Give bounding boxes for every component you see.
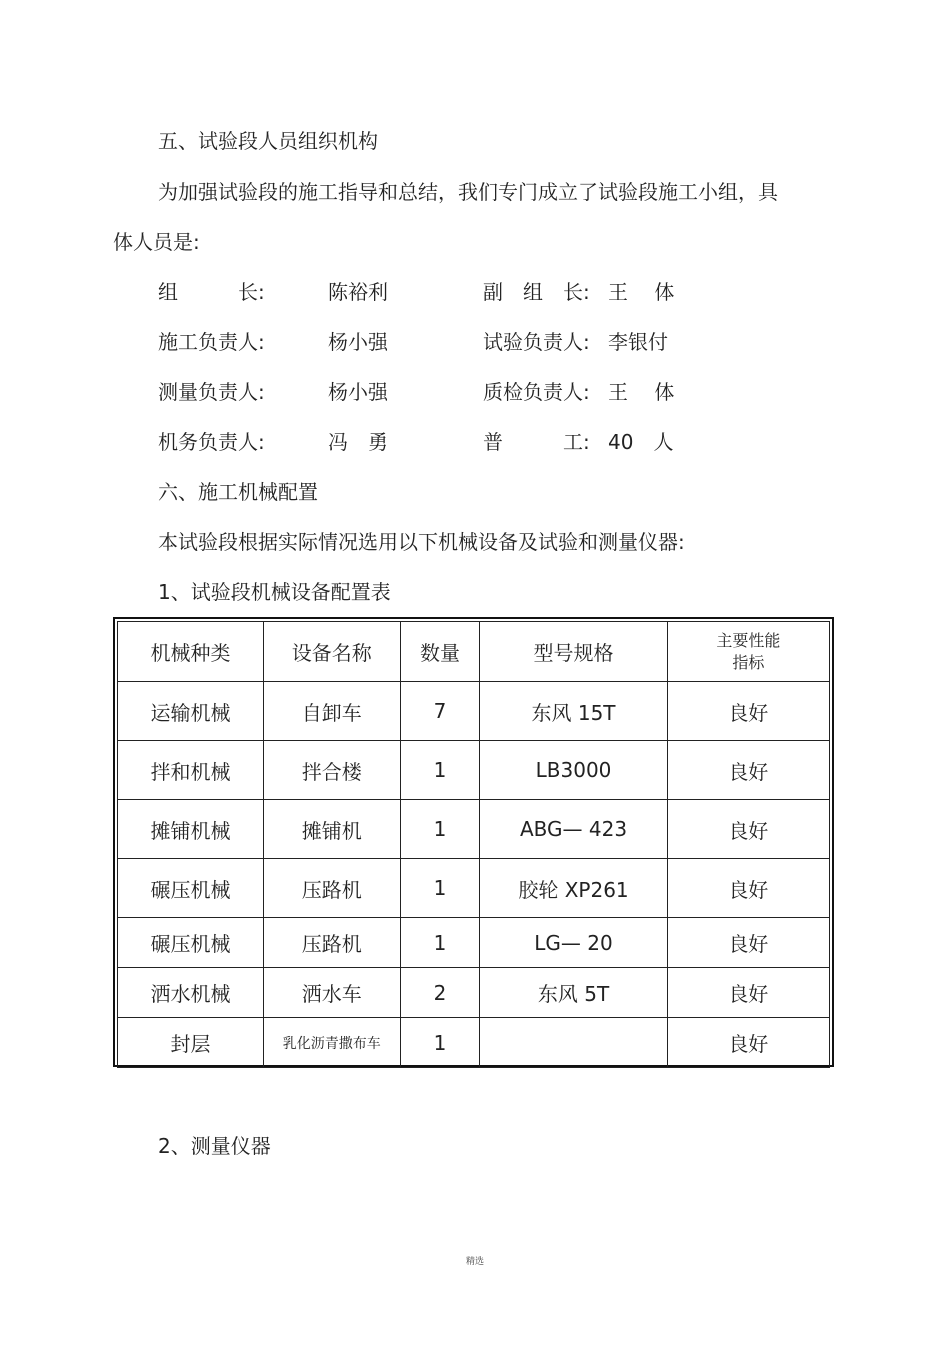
- table-cell: 碾压机械: [118, 859, 264, 918]
- header-cell: 机械种类: [118, 622, 264, 682]
- staff-role: 机务负责人:: [158, 430, 265, 454]
- table-row: [118, 918, 830, 968]
- table-cell: 良好: [667, 682, 829, 741]
- table-cell: 1: [400, 1018, 480, 1068]
- staff-row: [158, 428, 778, 478]
- staff-role: 测量负责人:: [158, 380, 265, 404]
- staff-list: [158, 278, 778, 478]
- table-header-row: [118, 622, 830, 682]
- table-cell: 摊铺机械: [118, 800, 264, 859]
- staff-name: 冯 勇: [328, 430, 388, 454]
- staff-name: 王 体: [608, 280, 675, 304]
- table-cell: 1: [400, 741, 480, 800]
- table-cell: 摊铺机: [263, 800, 400, 859]
- staff-role: 普 工:: [483, 430, 590, 454]
- header-cell: 设备名称: [263, 622, 400, 682]
- staff-role: 质检负责人:: [483, 380, 590, 404]
- table-2-title: 2、测量仪器: [158, 1134, 271, 1158]
- table-cell: 封层: [118, 1018, 264, 1068]
- staff-role: 施工负责人:: [158, 330, 265, 354]
- table-row: [118, 741, 830, 800]
- staff-name: 陈裕利: [328, 280, 388, 304]
- page-footer: 精选: [465, 1257, 484, 1267]
- equipment-table-frame: [113, 617, 834, 1067]
- intro-line-1: 为加强试验段的施工指导和总结，我们专门成立了试验段施工小组，具: [158, 180, 778, 204]
- section-6-text: 本试验段根据实际情况选用以下机械设备及试验和测量仪器:: [158, 530, 685, 554]
- staff-role: 试验负责人:: [483, 330, 590, 354]
- table-cell: 良好: [667, 968, 829, 1018]
- section-5-heading: 五、试验段人员组织机构: [158, 129, 378, 153]
- header-cell: 数量: [400, 622, 480, 682]
- table-cell: 1: [400, 859, 480, 918]
- staff-name: 李银付: [608, 330, 668, 354]
- table-cell: [480, 1018, 667, 1068]
- table-cell: 拌和机械: [118, 741, 264, 800]
- table-cell: 运输机械: [118, 682, 264, 741]
- table-cell: 良好: [667, 1018, 829, 1068]
- staff-name: 40 人: [608, 430, 674, 454]
- table-cell: 洒水机械: [118, 968, 264, 1018]
- table-cell: LB3000: [480, 741, 667, 800]
- header-cell: 主要性能 指标: [667, 622, 829, 682]
- table-cell: 碾压机械: [118, 918, 264, 968]
- table-cell: 7: [400, 682, 480, 741]
- staff-role: 副 组 长:: [483, 280, 590, 304]
- table-cell: 1: [400, 800, 480, 859]
- table-cell: 压路机: [263, 859, 400, 918]
- table-cell: 东风 5T: [480, 968, 667, 1018]
- intro-line-2: 体人员是:: [113, 230, 200, 254]
- table-row: [118, 682, 830, 741]
- table-row: [118, 859, 830, 918]
- table-cell: 乳化沥青撒布车: [263, 1018, 400, 1068]
- staff-row: [158, 378, 778, 428]
- staff-row: [158, 328, 778, 378]
- staff-role: 组 长:: [158, 280, 265, 304]
- table-cell: 自卸车: [263, 682, 400, 741]
- table-cell: 良好: [667, 859, 829, 918]
- table-cell: ABG— 423: [480, 800, 667, 859]
- table-cell: 良好: [667, 741, 829, 800]
- table-cell: 2: [400, 968, 480, 1018]
- staff-name: 王 体: [608, 380, 675, 404]
- equipment-table: [117, 621, 830, 1068]
- table-cell: 拌合楼: [263, 741, 400, 800]
- table-row: [118, 800, 830, 859]
- section-6-heading: 六、施工机械配置: [158, 480, 318, 504]
- table-cell: 洒水车: [263, 968, 400, 1018]
- table-row: [118, 968, 830, 1018]
- staff-row: [158, 278, 778, 328]
- table-cell: 胶轮 XP261: [480, 859, 667, 918]
- staff-name: 杨小强: [328, 330, 388, 354]
- table-cell: 良好: [667, 918, 829, 968]
- table-cell: 1: [400, 918, 480, 968]
- header-cell: 型号规格: [480, 622, 667, 682]
- table-cell: 压路机: [263, 918, 400, 968]
- table-cell: LG— 20: [480, 918, 667, 968]
- table-cell: 良好: [667, 800, 829, 859]
- table-row: [118, 1018, 830, 1068]
- table-cell: 东风 15T: [480, 682, 667, 741]
- table-1-title: 1、试验段机械设备配置表: [158, 580, 391, 604]
- staff-name: 杨小强: [328, 380, 388, 404]
